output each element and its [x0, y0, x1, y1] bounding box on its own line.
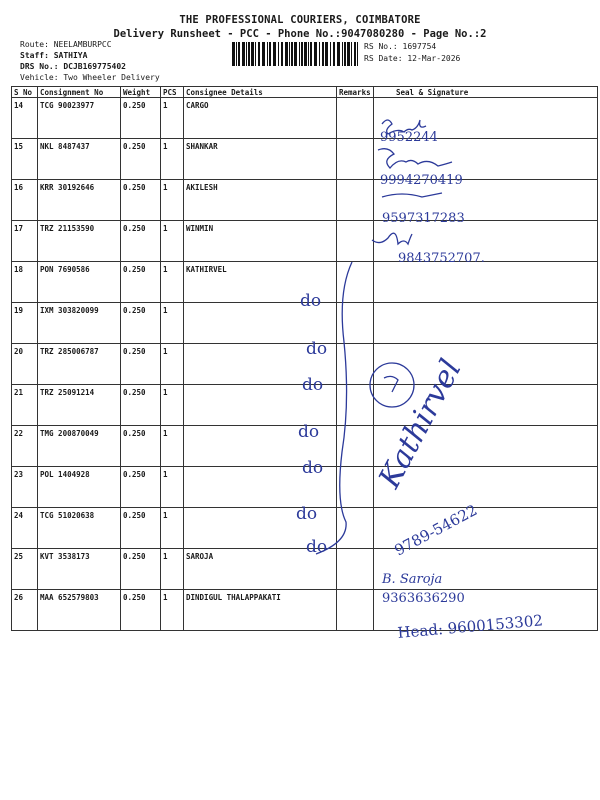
document-title: THE PROFESSIONAL COURIERS, COIMBATORE: [179, 14, 421, 26]
table-header-row: [12, 87, 598, 98]
row-weight: 0.250: [121, 467, 161, 508]
barcode-bar: [314, 42, 317, 66]
barcode-bar: [248, 42, 250, 66]
row-sno: 25: [12, 549, 38, 590]
rs-number: RS No.: 1697754: [364, 42, 437, 51]
row-weight: 0.250: [121, 180, 161, 221]
row-pcs: 1: [161, 303, 184, 344]
barcode-bar: [354, 42, 356, 66]
barcode-bar: [273, 42, 276, 66]
row-sno: 20: [12, 344, 38, 385]
phone-15: 9994270419: [380, 173, 463, 188]
row-pcs: 1: [161, 139, 184, 180]
table-row: [12, 303, 598, 344]
row-consignee: [184, 385, 337, 426]
row-pcs: 1: [161, 385, 184, 426]
row-seal: [374, 385, 598, 426]
head-phone: Head: 9600153302: [396, 611, 544, 642]
table-row: [12, 590, 598, 631]
staff-label: Staff: SATHIYA: [20, 51, 88, 60]
ditto-23: do: [302, 458, 324, 478]
barcode-bar: [357, 42, 358, 66]
row-weight: 0.250: [121, 344, 161, 385]
barcode-bar: [308, 42, 309, 66]
table-row: [12, 385, 598, 426]
row-remarks: [337, 344, 374, 385]
row-sno: 21: [12, 385, 38, 426]
row-remarks: [337, 590, 374, 631]
row-weight: 0.250: [121, 221, 161, 262]
row-consignee: DINDIGUL THALAPPAKATI: [184, 590, 337, 631]
table-row: [12, 262, 598, 303]
row-consignee: [184, 303, 337, 344]
table-row: [12, 180, 598, 221]
row-remarks: [337, 549, 374, 590]
row-sno: 19: [12, 303, 38, 344]
barcode-bar: [351, 42, 352, 66]
row-consignee: CARGO: [184, 98, 337, 139]
table-row: [12, 549, 598, 590]
row-consignment: MAA 652579803: [38, 590, 121, 631]
phone-14: 9952244: [380, 130, 438, 145]
row-consignment: KRR 30192646: [38, 180, 121, 221]
table-row: [12, 426, 598, 467]
row-consignment: KVT 3538173: [38, 549, 121, 590]
barcode-bar: [344, 42, 346, 66]
barcode-bar: [246, 42, 247, 66]
table-row: [12, 344, 598, 385]
barcode-image: [232, 42, 358, 66]
row-seal: [374, 180, 598, 221]
row-seal: [374, 549, 598, 590]
row-weight: 0.250: [121, 98, 161, 139]
row-consignment: NKL 8487437: [38, 139, 121, 180]
row-weight: 0.250: [121, 385, 161, 426]
row-seal: [374, 221, 598, 262]
ditto-20: do: [306, 339, 328, 359]
row-remarks: [337, 426, 374, 467]
ditto-24b: do: [306, 537, 328, 557]
table-row: [12, 139, 598, 180]
vehicle-label: Vehicle: Two Wheeler Delivery: [20, 73, 160, 82]
col-header-remarks: Remarks: [337, 87, 374, 98]
row-consignment: TRZ 21153590: [38, 221, 121, 262]
row-consignee: AKILESH: [184, 180, 337, 221]
saroja-signature: B. Saroja: [382, 572, 443, 587]
barcode-bar: [262, 42, 265, 66]
row-pcs: 1: [161, 98, 184, 139]
row-pcs: 1: [161, 221, 184, 262]
row-remarks: [337, 221, 374, 262]
row-consignee: [184, 508, 337, 549]
row-sno: 16: [12, 180, 38, 221]
col-header-weight: Weight: [121, 87, 161, 98]
row-remarks: [337, 303, 374, 344]
row-consignee: [184, 467, 337, 508]
ditto-22: do: [298, 422, 320, 442]
row-sno: 15: [12, 139, 38, 180]
table-row: [12, 98, 598, 139]
barcode-bar: [294, 42, 297, 66]
phone-25: 9363636290: [382, 591, 465, 606]
barcode-bar: [325, 42, 328, 66]
col-header-consignee: Consignee Details: [184, 87, 337, 98]
row-pcs: 1: [161, 508, 184, 549]
row-consignee: [184, 344, 337, 385]
row-sno: 14: [12, 98, 38, 139]
barcode-bar: [255, 42, 256, 66]
barcode-bar: [342, 42, 343, 66]
barcode-bar: [333, 42, 335, 66]
row-consignee: SAROJA: [184, 549, 337, 590]
row-seal: [374, 426, 598, 467]
kathirvel-signature: Kathirvel: [372, 353, 469, 494]
ditto-19: do: [300, 291, 322, 311]
barcode-bar: [347, 42, 350, 66]
table-row: [12, 508, 598, 549]
row-seal: [374, 467, 598, 508]
row-seal: [374, 262, 598, 303]
row-weight: 0.250: [121, 590, 161, 631]
row-pcs: 1: [161, 467, 184, 508]
row-weight: 0.250: [121, 426, 161, 467]
barcode-bar: [310, 42, 312, 66]
barcode-bar: [322, 42, 324, 66]
row-pcs: 1: [161, 549, 184, 590]
row-weight: 0.250: [121, 303, 161, 344]
row-pcs: 1: [161, 180, 184, 221]
row-sno: 17: [12, 221, 38, 262]
row-consignee: [184, 426, 337, 467]
row-consignment: TMG 200870049: [38, 426, 121, 467]
row-weight: 0.250: [121, 549, 161, 590]
row-consignment: TCG 90023977: [38, 98, 121, 139]
barcode-bar: [232, 42, 235, 66]
row-seal: [374, 98, 598, 139]
row-consignment: POL 1404928: [38, 467, 121, 508]
row-remarks: [337, 139, 374, 180]
row-weight: 0.250: [121, 508, 161, 549]
row-seal: [374, 508, 598, 549]
row-seal: [374, 344, 598, 385]
table-row: [12, 221, 598, 262]
col-header-consignment: Consignment No: [38, 87, 121, 98]
barcode-bar: [251, 42, 254, 66]
barcode-bar: [299, 42, 300, 66]
phone-16: 9597317283: [382, 211, 465, 226]
row-sno: 18: [12, 262, 38, 303]
ditto-21: do: [302, 375, 324, 395]
row-remarks: [337, 508, 374, 549]
runsheet-table: [11, 86, 598, 631]
col-header-sno: S No: [12, 87, 38, 98]
barcode-bar: [267, 42, 268, 66]
barcode-bar: [278, 42, 279, 66]
barcode-bar: [291, 42, 293, 66]
row-consignee: SHANKAR: [184, 139, 337, 180]
barcode-bar: [319, 42, 320, 66]
barcode-bar: [330, 42, 331, 66]
row-pcs: 1: [161, 344, 184, 385]
row-consignee: WINMIN: [184, 221, 337, 262]
row-seal: [374, 303, 598, 344]
col-header-seal: Seal & Signature: [374, 87, 598, 98]
row-consignment: PON 7690586: [38, 262, 121, 303]
row-consignment: IXM 303820099: [38, 303, 121, 344]
row-consignee: KATHIRVEL: [184, 262, 337, 303]
row-seal: [374, 590, 598, 631]
phone-17: 9843752707.: [398, 251, 485, 266]
row-sno: 24: [12, 508, 38, 549]
route-label: Route: NEELAMBURPCC: [20, 40, 112, 49]
barcode-bar: [304, 42, 307, 66]
barcode-bar: [236, 42, 237, 66]
barcode-bar: [269, 42, 271, 66]
barcode-bar: [238, 42, 240, 66]
row-consignment: TCG 51020638: [38, 508, 121, 549]
row-sno: 22: [12, 426, 38, 467]
row-seal: [374, 139, 598, 180]
row-remarks: [337, 385, 374, 426]
row-pcs: 1: [161, 590, 184, 631]
barcode-bar: [285, 42, 288, 66]
barcode-bar: [281, 42, 283, 66]
row-sno: 26: [12, 590, 38, 631]
row-consignment: TRZ 25091214: [38, 385, 121, 426]
barcode-bar: [258, 42, 260, 66]
ditto-24a: do: [296, 504, 318, 524]
row-remarks: [337, 180, 374, 221]
row-remarks: [337, 467, 374, 508]
phone-18-24: 9789-54622: [391, 500, 481, 560]
barcode-bar: [301, 42, 303, 66]
rs-date: RS Date: 12-Mar-2026: [364, 54, 461, 63]
row-weight: 0.250: [121, 139, 161, 180]
table-row: [12, 467, 598, 508]
barcode-bar: [289, 42, 290, 66]
row-pcs: 1: [161, 426, 184, 467]
row-sno: 23: [12, 467, 38, 508]
row-consignment: TRZ 285006787: [38, 344, 121, 385]
row-pcs: 1: [161, 262, 184, 303]
drs-number: DRS No.: DCJB169775402: [20, 62, 126, 71]
barcode-bar: [337, 42, 340, 66]
col-header-pcs: PCS: [161, 87, 184, 98]
row-remarks: [337, 262, 374, 303]
row-remarks: [337, 98, 374, 139]
barcode-bar: [242, 42, 245, 66]
document-subtitle: Delivery Runsheet - PCC - Phone No.:9047080280 - Page No.:2: [113, 28, 487, 40]
row-weight: 0.250: [121, 262, 161, 303]
